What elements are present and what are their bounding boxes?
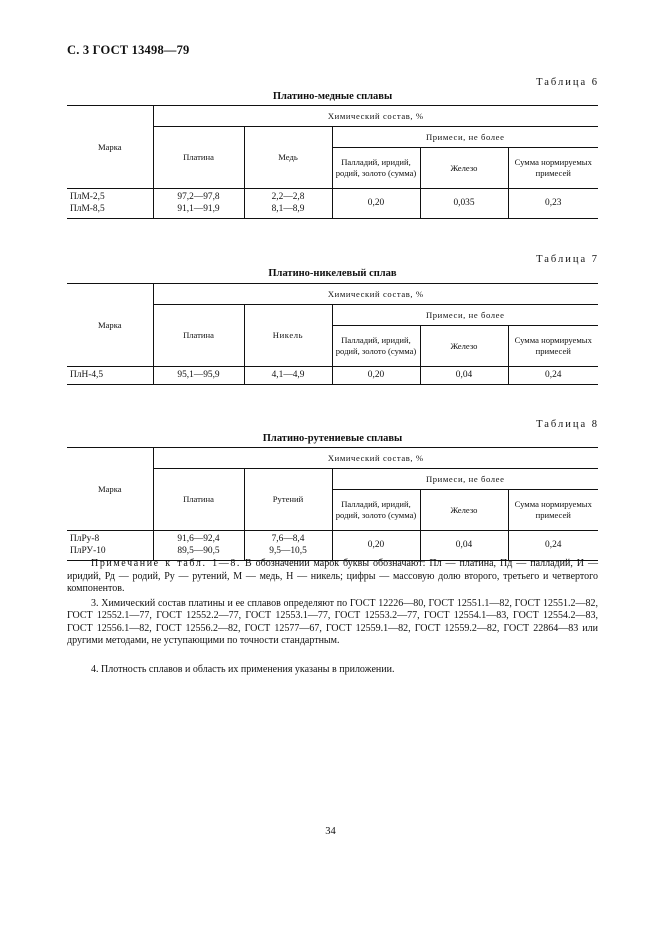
table8-iron-value: 0,04	[420, 531, 508, 561]
table7-iron-value: 0,04	[420, 367, 508, 385]
table7-mark-header: Марка	[67, 284, 153, 367]
table8-total-value: 0,24	[508, 531, 598, 561]
table-note	[67, 558, 598, 596]
table7-platinum-header: Платина	[153, 305, 244, 367]
table6-iron-header: Железо	[420, 148, 508, 189]
table6-mark-header: Марка	[67, 106, 153, 189]
table7-nickel-values: 4,1—4,9	[244, 367, 332, 385]
note-label: Примечание к табл. 1—8.	[91, 558, 242, 569]
paragraph-3: 3. Химический состав платины и ее сплавов определяют по ГОСТ 12226—80, ГОСТ 12551.1—82, ГОСТ 12551.2—82, ГОСТ 12552.1—77, ГОСТ 12552.2—77, ГОСТ 12553.1—77, ГОСТ 12553.2—77, ГОСТ 12554.1—83, ГОСТ 12554.2—83, ГОСТ 12556.1—82, ГОСТ 12556.2—82, ГОСТ 12577—67, ГОСТ 12559.1—82, ГОСТ 12559.2—82, ГОСТ 22864—83 или другими методами, не уступающими по точности стандартным.	[67, 598, 598, 647]
table6-platinum-values: 97,2—97,8 91,1—91,9	[153, 189, 244, 219]
table6-title: Платино-медные сплавы	[272, 91, 393, 102]
table6-platinum-header: Платина	[153, 127, 244, 189]
table7-platinum-values: 95,1—95,9	[153, 367, 244, 385]
paragraph-4: 4. Плотность сплавов и область их применения указаны в приложении.	[91, 664, 395, 675]
table7-composition-header: Химический состав, %	[153, 284, 598, 305]
table6-pgm-header: Палладий, иридий, родий, золото (сумма)	[332, 148, 420, 189]
table8-total-header: Сумма нормируемых примесей	[508, 490, 598, 531]
table8	[67, 447, 598, 561]
table8-second-metal-header: Рутений	[244, 469, 332, 531]
note-text: В обозначении марок буквы обозначают: Пл — платина, Пд — палладий, И — иридий, Рд — родий, Ру — рутений, М — медь, Н — никель; цифры — массовую долю второго, третьего и четвертого компонентов.	[67, 558, 598, 595]
table8-mark-header: Марка	[67, 448, 153, 531]
table7-total-value: 0,24	[508, 367, 598, 385]
table6-second-metal-header: Медь	[244, 127, 332, 189]
table7-title: Платино-никелевый сплав	[268, 268, 397, 279]
table8-platinum-header: Платина	[153, 469, 244, 531]
table7-impurities-header: Примеси, не более	[332, 305, 598, 326]
table8-impurities-header: Примеси, не более	[332, 469, 598, 490]
table8-marks: ПлРу-8 ПлРУ-10	[67, 531, 153, 561]
table7-pgm-header: Палладий, иридий, родий, золото (сумма)	[332, 326, 420, 367]
table7-label: Таблица 7	[536, 254, 599, 265]
table6-label: Таблица 6	[536, 77, 599, 88]
table7-total-header: Сумма нормируемых примесей	[508, 326, 598, 367]
table7-second-metal-header: Никель	[244, 305, 332, 367]
table7-pgm-value: 0,20	[332, 367, 420, 385]
table8-iron-header: Железо	[420, 490, 508, 531]
table6-total-header: Сумма нормируемых примесей	[508, 148, 598, 189]
table6-marks: ПлМ-2,5 ПлМ-8,5	[67, 189, 153, 219]
table8-pgm-header: Палладий, иридий, родий, золото (сумма)	[332, 490, 420, 531]
table6	[67, 105, 598, 219]
table8-title: Платино-рутениевые сплавы	[262, 433, 403, 444]
table6-impurities-header: Примеси, не более	[332, 127, 598, 148]
table6-copper-values: 2,2—2,8 8,1—8,9	[244, 189, 332, 219]
table6-total-value: 0,23	[508, 189, 598, 219]
table6-pgm-value: 0,20	[332, 189, 420, 219]
table8-ruthenium-values: 7,6—8,4 9,5—10,5	[244, 531, 332, 561]
table7-marks: ПлН-4,5	[67, 367, 153, 385]
table8-composition-header: Химический состав, %	[153, 448, 598, 469]
table8-pgm-value: 0,20	[332, 531, 420, 561]
table8-platinum-values: 91,6—92,4 89,5—90,5	[153, 531, 244, 561]
table8-label: Таблица 8	[536, 419, 599, 430]
table6-iron-value: 0,035	[420, 189, 508, 219]
table7-iron-header: Железо	[420, 326, 508, 367]
page-number: 34	[325, 826, 336, 837]
table7	[67, 283, 598, 385]
table6-composition-header: Химический состав, %	[153, 106, 598, 127]
page-header: С. 3 ГОСТ 13498—79	[67, 43, 190, 57]
